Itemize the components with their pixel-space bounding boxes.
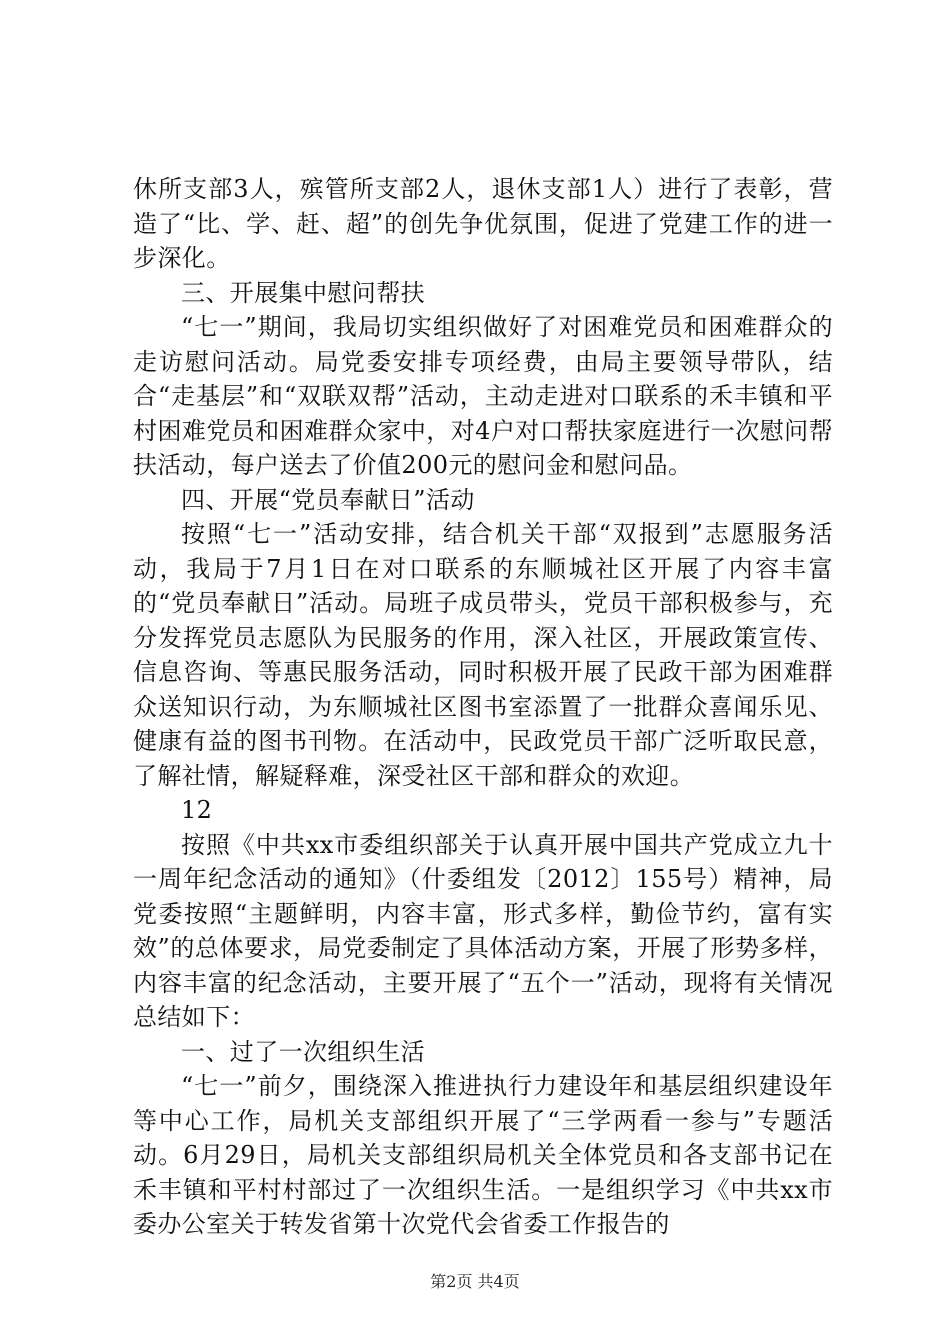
paragraph: 按照《中共xx市委组织部关于认真开展中国共产党成立九十一周年纪念活动的通知》（什委组发〔2012〕155号）精神，局党委按照“主题鲜明，内容丰富，形式多样，勤俭节约，富有实效”的总体要求，局党委制定了具体活动方案，开展了形势多样，内容丰富的纪念活动，主要开展了“五个一”活动，现将有关情况总结如下：	[133, 830, 833, 1031]
page-footer	[0, 1272, 950, 1292]
paragraph: “七一”期间，我局切实组织做好了对困难党员和困难群众的走访慰问活动。局党委安排专项经费，由局主要领导带队，结合“走基层”和“双联双帮”活动，主动走进对口联系的禾丰镇和平村困难党员和困难群众家中，对4户对口帮扶家庭进行一次慰问帮扶活动，每户送去了价值200元的慰问金和慰问品。	[133, 313, 833, 479]
paragraph: 休所支部3人，殡管所支部2人，退休支部1人）进行了表彰，营造了“比、学、赶、超”的创先争优氛围，促进了党建工作的进一步深化。	[133, 175, 833, 272]
page-number: 第2页 共4页	[430, 1272, 520, 1291]
document-body	[133, 172, 833, 1242]
section-heading: 四、开展“党员奉献日”活动	[181, 485, 475, 514]
section-heading: 三、开展集中慰问帮扶	[181, 278, 425, 307]
section-heading: 一、过了一次组织生活	[181, 1037, 425, 1066]
paragraph: 按照“七一”活动安排，结合机关干部“双报到”志愿服务活动，我局于7月1日在对口联系的东顺城社区开展了内容丰富的“党员奉献日”活动。局班子成员带头，党员干部积极参与，充分发挥党员志愿队为民服务的作用，深入社区，开展政策宣传、信息咨询、等惠民服务活动，同时积极开展了民政干部为困难群众送知识行动，为东顺城社区图书室添置了一批群众喜闻乐见、健康有益的图书刊物。在活动中，民政党员干部广泛听取民意，了解社情，解疑释难，深受社区干部和群众的欢迎。	[133, 520, 833, 790]
paragraph: “七一”前夕，围绕深入推进执行力建设年和基层组织建设年等中心工作，局机关支部组织开展了“三学两看一参与”专题活动。6月29日，局机关支部组织局机关全体党员和各支部书记在禾丰镇和平村村部过了一次组织生活。一是组织学习《中共xx市委办公室关于转发省第十次党代会省委工作报告的	[133, 1072, 833, 1238]
paragraph: 12	[181, 796, 213, 824]
